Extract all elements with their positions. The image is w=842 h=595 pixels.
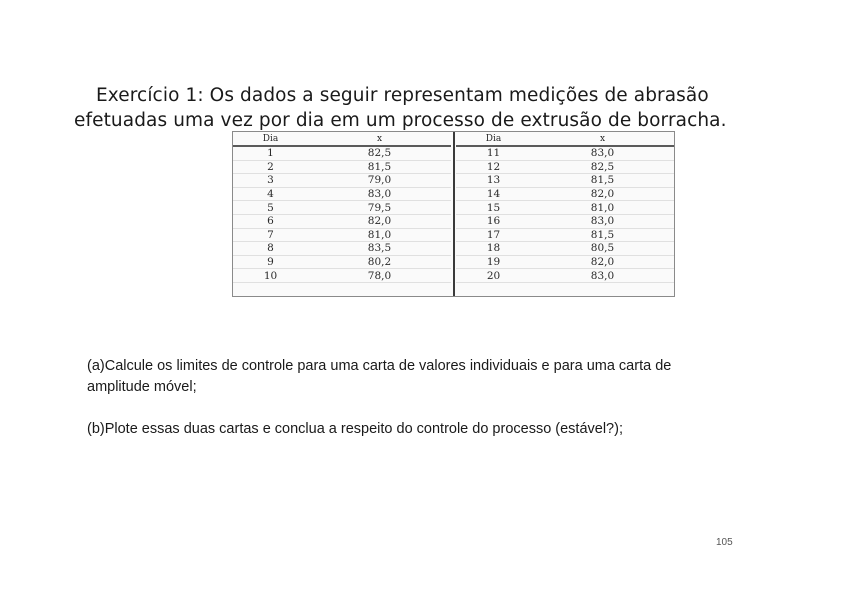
table-row (233, 228, 451, 242)
value-cell: 82,5 (308, 146, 451, 160)
value-cell: 79,0 (308, 174, 451, 188)
day-cell: 13 (456, 174, 531, 188)
value-cell: 83,5 (308, 242, 451, 256)
table-row (233, 201, 451, 215)
day-cell: 8 (233, 242, 308, 256)
day-cell: 7 (233, 228, 308, 242)
day-cell: 1 (233, 146, 308, 160)
exercise-statement: Exercício 1: Os dados a seguir representam medições de abrasão efetuadas uma vez por dia em um processo de extrusão de borracha. (74, 84, 727, 131)
day-cell: 16 (456, 214, 531, 228)
question-a: (a)Calcule os limites de controle para uma carta de valores individuais e para uma carta de amplitude móvel; (87, 357, 672, 395)
table-row (233, 146, 451, 160)
value-cell: 79,5 (308, 201, 451, 215)
value-cell: 81,5 (531, 228, 674, 242)
table-row (233, 187, 451, 201)
day-cell: 18 (456, 242, 531, 256)
value-cell: 81,0 (308, 228, 451, 242)
value-cell: 78,0 (308, 269, 451, 283)
day-cell: 4 (233, 187, 308, 201)
day-cell: 17 (456, 228, 531, 242)
header-day: Dia (456, 132, 531, 146)
question-b: (b)Plote essas duas cartas e conclua a respeito do controle do processo (estável?); (87, 420, 623, 437)
day-cell: 2 (233, 160, 308, 174)
header-value: x (308, 132, 451, 146)
value-cell: 82,0 (308, 214, 451, 228)
table-row (456, 255, 674, 269)
day-cell: 6 (233, 214, 308, 228)
table-days-1-10 (233, 132, 451, 283)
day-cell: 11 (456, 146, 531, 160)
header-value: x (531, 132, 674, 146)
table-row (233, 214, 451, 228)
table-header-row (456, 132, 674, 146)
value-cell: 83,0 (308, 187, 451, 201)
value-cell: 80,5 (531, 242, 674, 256)
value-cell: 81,5 (308, 160, 451, 174)
day-cell: 9 (233, 255, 308, 269)
table-row (456, 201, 674, 215)
table-header-row (233, 132, 451, 146)
day-cell: 19 (456, 255, 531, 269)
table-row (456, 187, 674, 201)
day-cell: 12 (456, 160, 531, 174)
day-cell: 15 (456, 201, 531, 215)
day-cell: 10 (233, 269, 308, 283)
value-cell: 80,2 (308, 255, 451, 269)
table-row (233, 255, 451, 269)
day-cell: 14 (456, 187, 531, 201)
day-cell: 3 (233, 174, 308, 188)
table-row (456, 228, 674, 242)
table-row (233, 160, 451, 174)
table-divider (453, 132, 455, 296)
value-cell: 81,5 (531, 174, 674, 188)
table-days-11-20 (456, 132, 674, 283)
table-row (233, 174, 451, 188)
day-cell: 5 (233, 201, 308, 215)
table-row (233, 269, 451, 283)
page-number: 105 (716, 537, 733, 548)
table-row (456, 146, 674, 160)
abrasion-data-table (232, 131, 675, 297)
value-cell: 82,0 (531, 255, 674, 269)
table-row (456, 269, 674, 283)
table-row (456, 160, 674, 174)
value-cell: 83,0 (531, 269, 674, 283)
table-row (233, 242, 451, 256)
value-cell: 83,0 (531, 146, 674, 160)
value-cell: 83,0 (531, 214, 674, 228)
table-row (456, 242, 674, 256)
header-day: Dia (233, 132, 308, 146)
value-cell: 81,0 (531, 201, 674, 215)
value-cell: 82,0 (531, 187, 674, 201)
table-row (456, 174, 674, 188)
value-cell: 82,5 (531, 160, 674, 174)
day-cell: 20 (456, 269, 531, 283)
table-row (456, 214, 674, 228)
